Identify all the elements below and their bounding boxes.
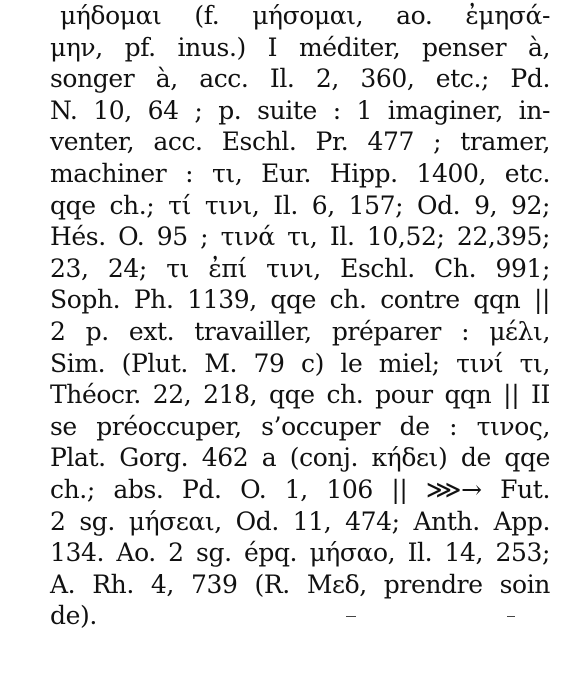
- entry-line: Soph. Ph. 1139, qqe ch. contre qqn ||: [50, 285, 550, 315]
- entry-line: Sim. (Plut. M. 79 c) le miel; τινί τι,: [50, 348, 550, 378]
- dictionary-entry: [50, 0, 550, 632]
- entry-line: 134. Ao. 2 sg. épq. μήσαο, Il. 14, 253;: [50, 538, 550, 568]
- entry-line: Hés. O. 95 ; τινά τι, Il. 10,52; 22,395;: [50, 222, 550, 252]
- entry-line: se préoccuper, s’occuper de : τινος,: [50, 411, 550, 441]
- entry-line: μήδομαι (f. μήσομαι, ao. ἐμησά-: [60, 1, 550, 30]
- entry-line: 2 p. ext. travailler, préparer : μέλι,: [50, 316, 550, 346]
- entry-line: 23, 24; τι ἐπί τινι, Eschl. Ch. 991;: [50, 253, 550, 283]
- entry-line: machiner : τι, Eur. Hipp. 1400, etc.: [50, 158, 550, 188]
- scan-mark: [507, 616, 515, 617]
- entry-line: Plat. Gorg. 462 a (conj. κήδει) de qqe: [50, 443, 550, 473]
- entry-line: μην, pf. inus.) I méditer, penser à,: [50, 32, 550, 62]
- entry-line: 2 sg. μήσεαι, Od. 11, 474; Anth. App.: [50, 506, 550, 536]
- entry-line: A. Rh. 4, 739 (R. Μεδ, prendre soin: [50, 569, 550, 599]
- entry-line: qqe ch.; τί τινι, Il. 6, 157; Od. 9, 92;: [50, 190, 550, 220]
- scan-mark: [346, 616, 356, 617]
- entry-line: Théocr. 22, 218, qqe ch. pour qqn || II: [50, 380, 550, 410]
- entry-line: N. 10, 64 ; p. suite : 1 imaginer, in-: [50, 95, 550, 125]
- entry-line: ch.; abs. Pd. O. 1, 106 || ⋙→ Fut.: [50, 474, 550, 504]
- entry-line: de).: [50, 601, 97, 631]
- entry-line: venter, acc. Eschl. Pr. 477 ; tramer,: [50, 127, 550, 157]
- entry-line: songer à, acc. Il. 2, 360, etc.; Pd.: [50, 64, 550, 94]
